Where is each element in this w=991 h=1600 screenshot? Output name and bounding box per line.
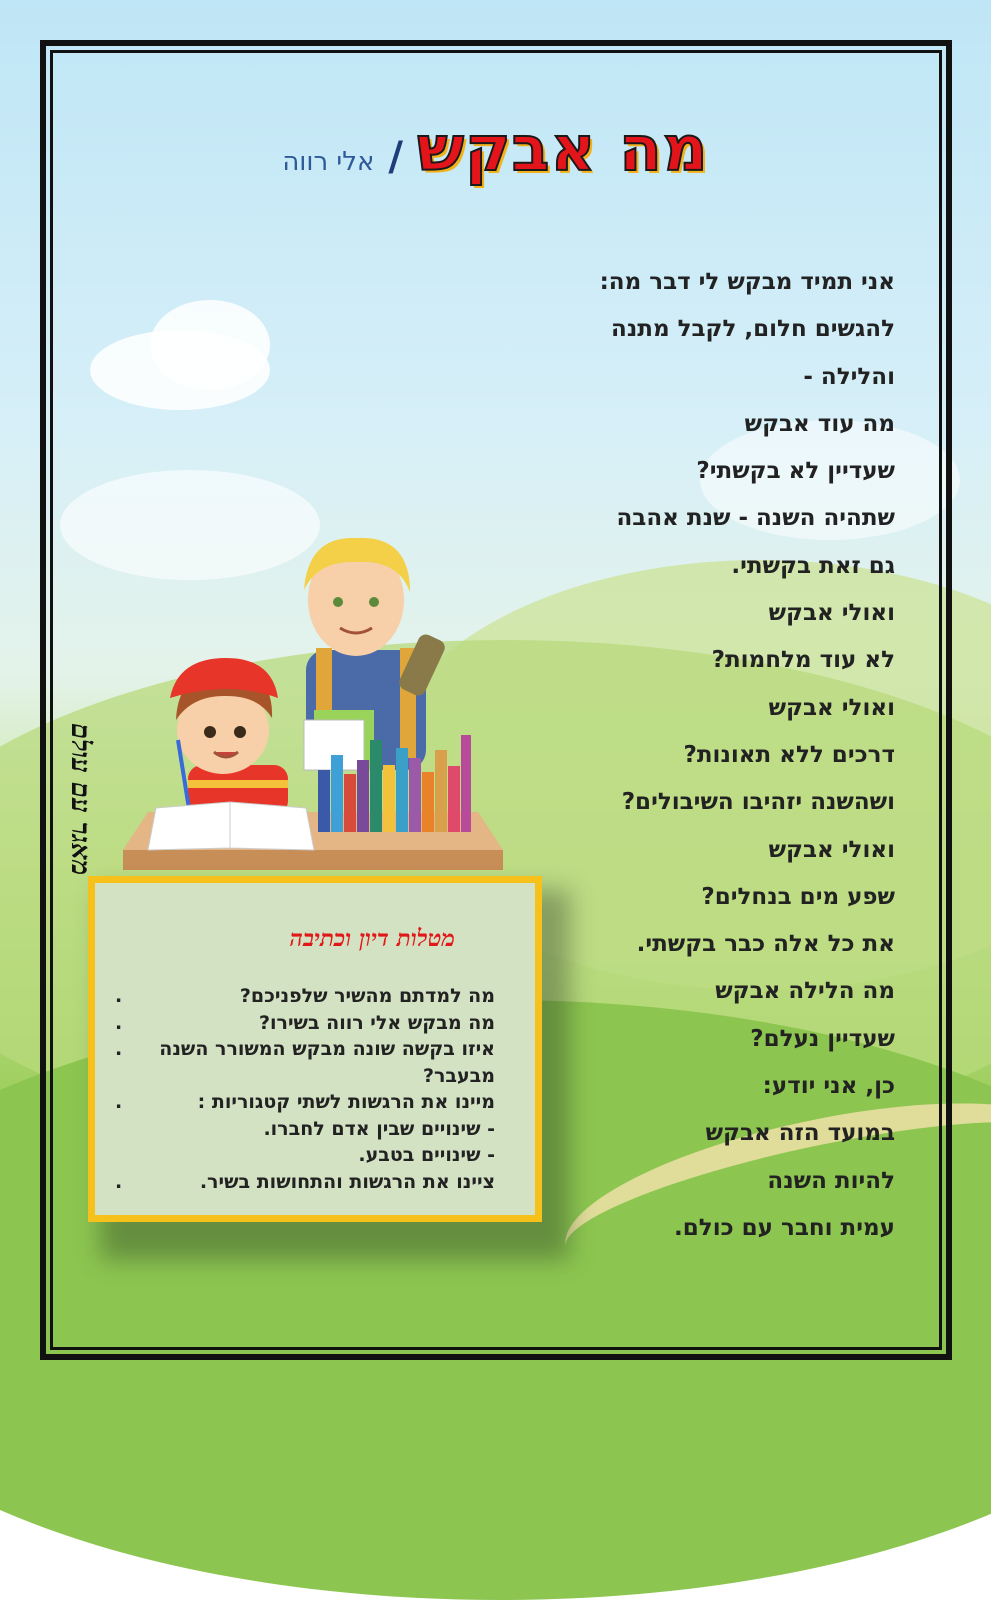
header [0, 112, 991, 185]
task-item [115, 1036, 495, 1089]
task-item-text: מה מבקש אלי רווה בשירו? [258, 1011, 495, 1034]
poem-line: אני תמיד מבקש לי דבר מה: [599, 269, 895, 295]
task-item-text: מיינו את הרגשות לשתי קטגוריות : [197, 1091, 495, 1113]
poem-line: ואולי אבקש [768, 836, 895, 863]
poem-line: להגשים חלום, לקבל מתנה [611, 316, 895, 343]
task-item [115, 1089, 495, 1116]
tasks-list [115, 983, 495, 1195]
task-item-text: מה למדתם מהשיר שלפניכם? [239, 985, 495, 1007]
poem-line: לא עוד מלחמות? [711, 647, 895, 674]
poem-line: במועד הזה אבקש [705, 1120, 895, 1147]
task-item-text: - שינויים בטבע. [358, 1144, 495, 1166]
task-bullet: . [115, 1038, 123, 1060]
task-item [135, 1116, 495, 1143]
poem-line: שעדיין נעלם? [750, 1025, 895, 1052]
tasks-box [88, 876, 542, 1222]
task-item-text: איזו בקשה שונה מבקש המשורר השנה מבעבר? [159, 1038, 495, 1087]
title-separator: / [388, 134, 403, 180]
poem-line: שעדיין לא בקשתי? [696, 458, 895, 485]
task-item [135, 1142, 495, 1169]
poem-line: גם זאת בקשתי. [731, 552, 895, 579]
task-bullet: . [115, 1011, 123, 1034]
poem-line: ואולי אבקש [768, 694, 895, 721]
task-item-text: ציינו את הרגשות והתחושות בשיר. [199, 1170, 495, 1193]
task-item-text: - שינויים שבין אדם לחברו. [263, 1117, 495, 1140]
poem-line: ואולי אבקש [768, 600, 895, 627]
task-bullet: . [115, 1091, 123, 1113]
task-bullet: . [115, 1170, 123, 1193]
page-title: מה אבקש [417, 112, 709, 185]
poem-line: ושהשנה יזהיבו השיבולים? [621, 789, 895, 816]
poem-line: כן, אני יודע: [762, 1073, 895, 1100]
poem-line: מה הלילה אבקש [715, 978, 895, 1005]
poem-line: מה עוד אבקש [744, 410, 895, 437]
task-item [115, 1010, 495, 1037]
poem-line: שתהיה השנה - שנת אהבה [616, 505, 895, 532]
task-item [115, 983, 495, 1010]
poem-line: את כל אלה כבר בקשתי. [636, 931, 895, 958]
children-illustration [118, 530, 508, 875]
older-boy [304, 538, 447, 770]
tasks-title: מטלות דיון וכתיבה [289, 925, 455, 952]
author-name: אלי רווה [282, 147, 375, 177]
younger-boy [170, 658, 288, 815]
poem-line: עמית וחבר עם כולם. [674, 1214, 895, 1241]
poem-line: והלילה - [803, 363, 895, 390]
task-bullet: . [115, 985, 123, 1007]
poem-line: שפע מים בנחלים? [701, 883, 895, 910]
poem-line: דרכים ללא תאונות? [683, 741, 895, 768]
notebook [148, 802, 314, 850]
sidebar-credit: מאגר עם עולם [65, 722, 95, 875]
poem-line: להיות השנה [767, 1167, 895, 1194]
task-item [115, 1169, 495, 1196]
